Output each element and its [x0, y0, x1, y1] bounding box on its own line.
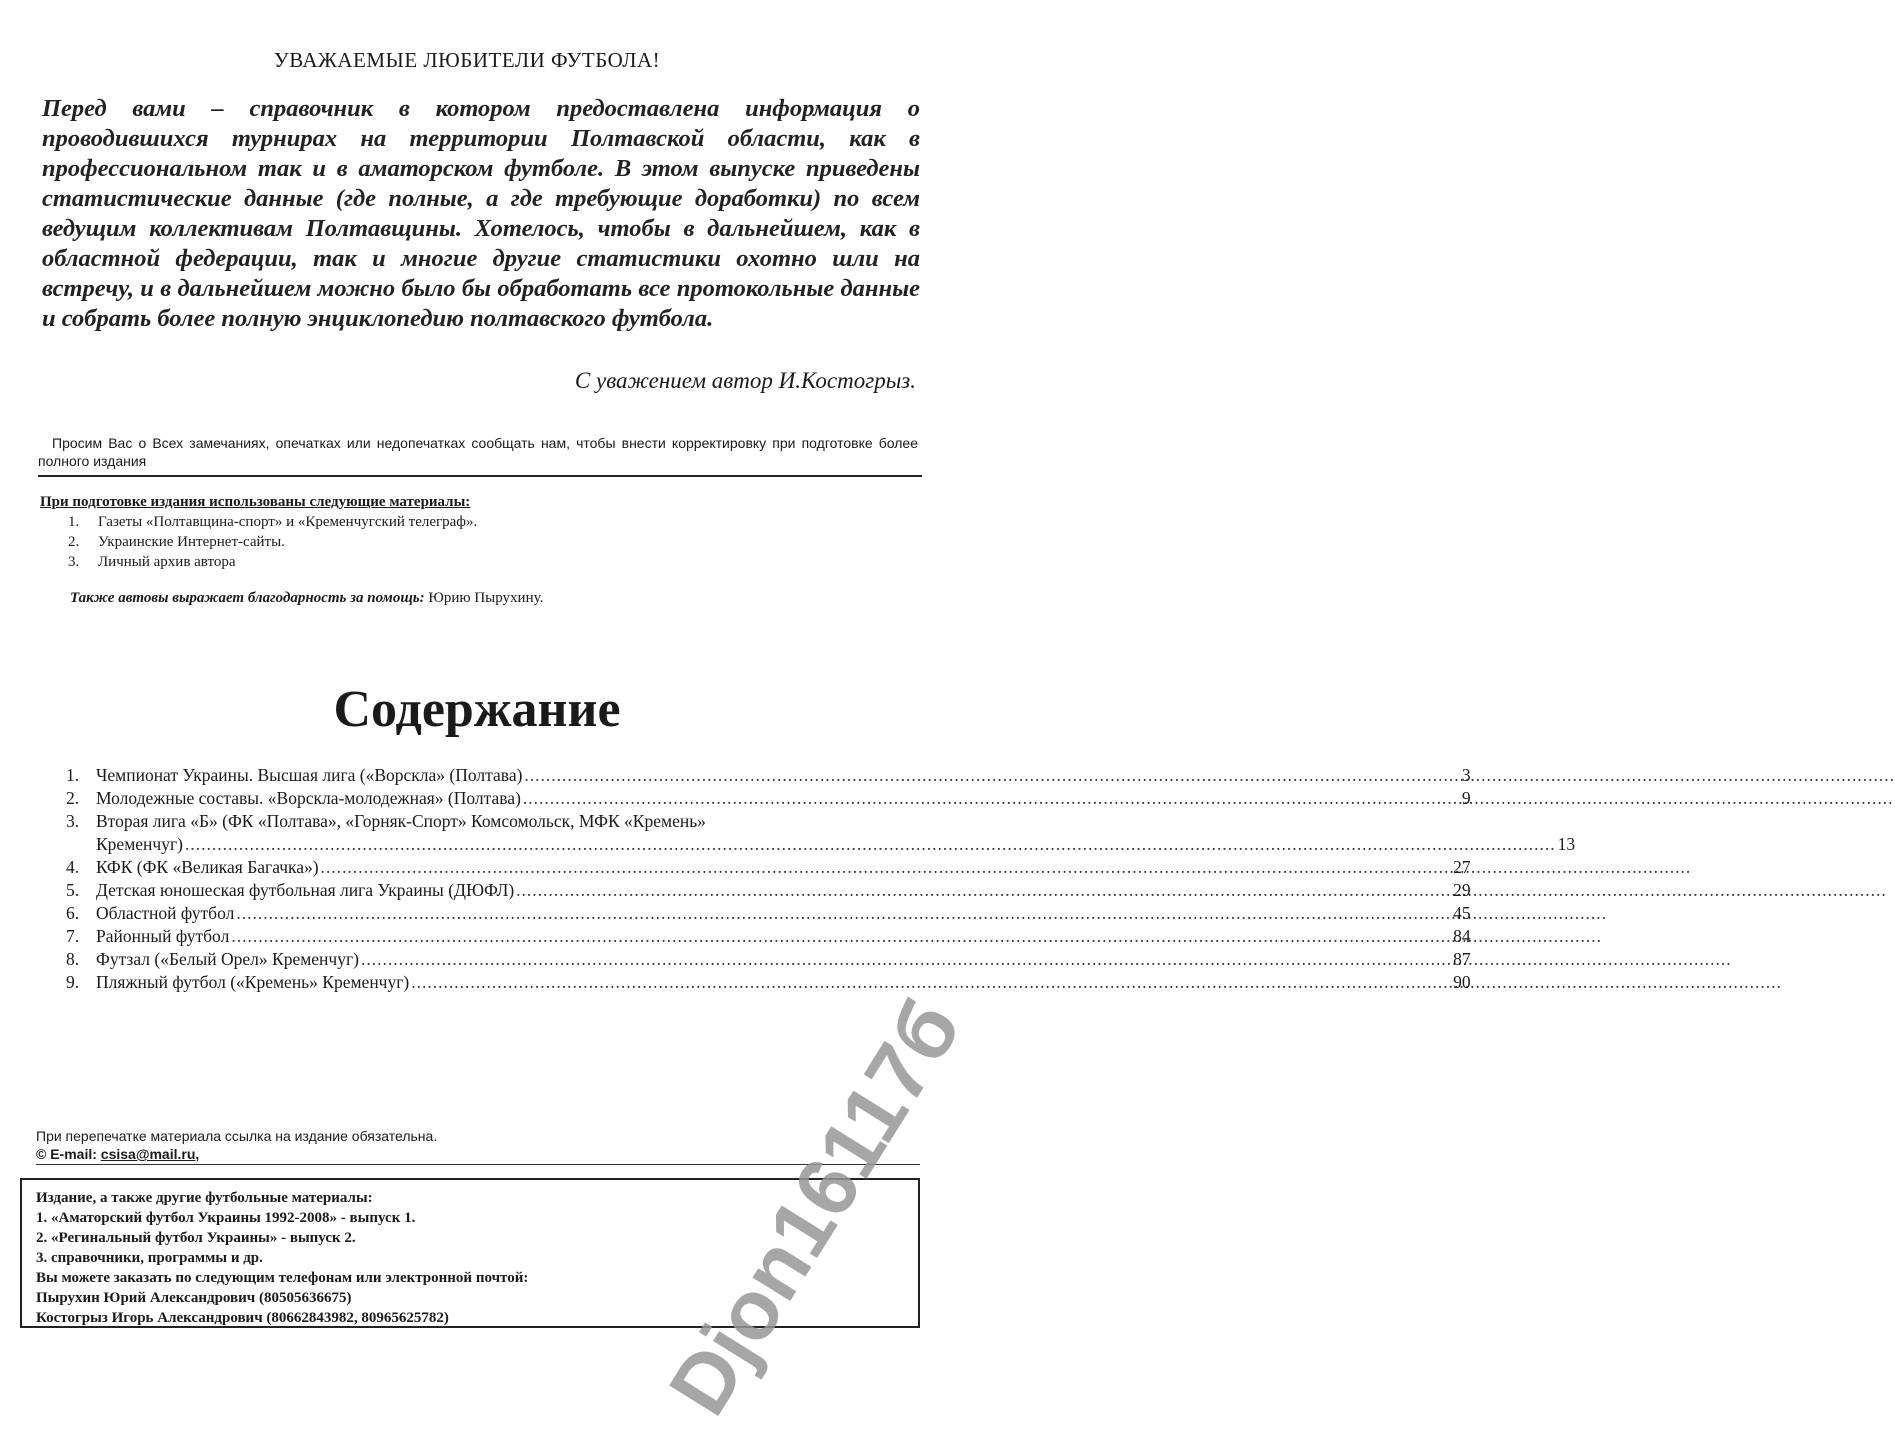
toc-label: Футзал («Белый Орел» Кременчуг)	[96, 949, 359, 969]
toc-label: КФК (ФК «Великая Багачка»)	[96, 857, 319, 877]
toc-item[interactable]	[66, 787, 1471, 810]
toc-page: 13	[1557, 834, 1576, 854]
toc-item[interactable]	[66, 948, 1471, 971]
toc-number: 8.	[66, 949, 80, 969]
toc-label: Пляжный футбол («Кремень» Кременчуг)	[96, 972, 410, 992]
email-label: © E-mail:	[36, 1146, 97, 1162]
toc-leader	[231, 925, 1451, 948]
greeting-heading: УВАЖАЕМЫЕ ЛЮБИТЕЛИ ФУТБОЛА!	[273, 48, 661, 72]
source-number: 3.	[68, 554, 80, 570]
toc-number: 6.	[66, 903, 80, 923]
reprint-notice: При перепечатке материала ссылка на издание обязательна.	[36, 1128, 438, 1144]
toc-leader	[361, 948, 1451, 971]
toc-item[interactable]	[66, 879, 1471, 902]
acknowledgement-lead: Также автовы выражает благодарность за помощь:	[70, 590, 425, 606]
source-item	[68, 512, 477, 532]
toc-item[interactable]	[66, 902, 1471, 925]
order-info-line: 2. «Регинальный футбол Украины» - выпуск 2.	[36, 1230, 356, 1246]
author-signature: С уважением автор И.Костогрыз.	[574, 368, 916, 393]
toc-label: Детская юношеская футбольная лига Украины (ДЮФЛ)	[96, 880, 515, 900]
toc-leader	[236, 902, 1451, 925]
toc-leader	[321, 856, 1451, 879]
order-info-line: Пырухин Юрий Александрович (80505636675)	[36, 1290, 352, 1306]
intro-paragraph: Перед вами – справочник в котором предоставлена информация о проводившихся турнирах на территории Полтавской области, как в профессиональном так и в аматорском футболе. В этом выпуске приведены статистические данные (где полные, а где требующие доработки) по всем ведущим коллективам Полтавщины. Хотелось, чтобы в дальнейшем, как в областной федерации, так и многие другие статистики охотно шли на встречу, и в дальнейшем можно было бы обработать все протокольные данные и собрать более полную энциклопедию полтавского футбола.	[42, 95, 920, 332]
order-info-line: Издание, а также другие футбольные материалы:	[36, 1190, 373, 1206]
toc-leader	[185, 833, 1556, 856]
order-info-box	[20, 1178, 920, 1328]
toc-item[interactable]	[66, 971, 1471, 994]
source-number: 2.	[68, 534, 80, 550]
toc-title: Содержание	[333, 681, 621, 738]
toc-item[interactable]	[66, 925, 1471, 948]
order-info-line: Костогрыз Игорь Александрович (80662843982, 80965625782)	[36, 1310, 449, 1326]
toc-page: 45	[1453, 903, 1471, 923]
toc-leader	[523, 787, 1460, 810]
toc-number: 7.	[66, 926, 80, 946]
source-text: Личный архив автора	[98, 554, 236, 570]
toc-page: 87	[1453, 949, 1471, 969]
toc-label: Молодежные составы. «Ворскла-молодежная» (Полтава)	[96, 788, 521, 808]
toc-page: 3	[1461, 765, 1471, 785]
acknowledgement	[70, 590, 543, 607]
toc-label: Областной футбол	[96, 903, 235, 923]
toc-number: 1.	[66, 765, 80, 785]
toc-page: 84	[1453, 926, 1471, 946]
order-info-line: 3. справочники, программы и др.	[36, 1250, 263, 1266]
toc-leader	[524, 764, 1459, 787]
footer-divider	[36, 1164, 920, 1165]
order-info-line: Вы можете заказать по следующим телефонам или электронной почтой:	[36, 1270, 529, 1286]
acknowledgement-name: Юрию Пырухину.	[428, 590, 544, 606]
sources-heading: При подготовке издания использованы следующие материалы:	[40, 494, 471, 510]
email-link[interactable]: csisa@mail.ru	[100, 1146, 196, 1162]
source-number: 1.	[68, 514, 80, 530]
toc-page: 29	[1453, 880, 1471, 900]
toc-leader	[516, 879, 1451, 902]
toc-label: Вторая лига «Б» (ФК «Полтава», «Горняк-Спорт» Комсомольск, МФК «Кремень»	[96, 811, 706, 831]
source-item	[68, 552, 477, 572]
table-of-contents	[66, 764, 1576, 994]
toc-label: Районный футбол	[96, 926, 230, 946]
toc-number: 9.	[66, 972, 80, 992]
toc-number: 5.	[66, 880, 80, 900]
toc-page: 9	[1461, 788, 1471, 808]
email-line	[36, 1146, 199, 1162]
toc-page: 90	[1453, 972, 1471, 992]
toc-number: 2.	[66, 788, 80, 808]
toc-item[interactable]	[66, 856, 1471, 879]
source-text: Газеты «Полтавщина-спорт» и «Кременчугский телеграф».	[98, 514, 478, 530]
watermark: Djon16117б	[650, 984, 979, 1431]
toc-number: 4.	[66, 857, 80, 877]
corrections-request: Просим Вас о Всех замечаниях, опечатках или недопечатках сообщать нам, чтобы внести корректировку при подготовке более полного издания	[38, 435, 918, 469]
toc-item[interactable]	[66, 810, 1576, 856]
toc-page: 27	[1453, 857, 1471, 877]
source-item	[68, 532, 477, 552]
divider-line	[38, 475, 922, 477]
toc-number: 3.	[66, 811, 80, 831]
sources-list	[68, 512, 477, 572]
source-text: Украинские Интернет-сайты.	[98, 534, 285, 550]
order-info-line: 1. «Аматорский футбол Украины 1992-2008» - выпуск 1.	[36, 1210, 416, 1226]
toc-label: Чемпионат Украины. Высшая лига («Ворскла» (Полтава)	[96, 765, 523, 785]
toc-label-continued: Кременчуг)	[96, 834, 183, 854]
toc-item[interactable]	[66, 764, 1471, 787]
toc-leader	[411, 971, 1451, 994]
email-suffix: ,	[195, 1146, 200, 1162]
